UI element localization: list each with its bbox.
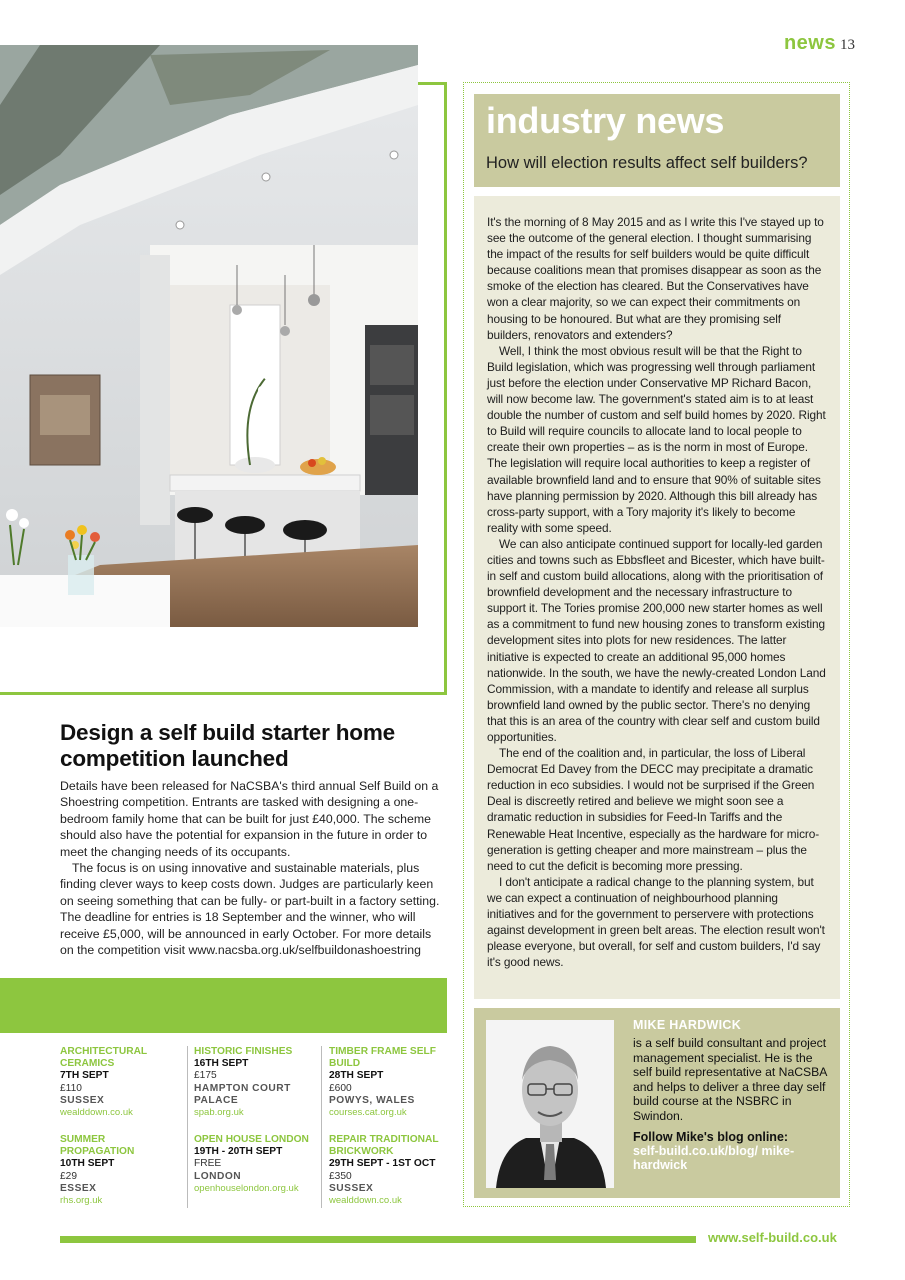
event-item <box>194 1134 314 1195</box>
event-title: OPEN HOUSE LONDON <box>194 1134 309 1145</box>
footer-url[interactable]: www.self-build.co.uk <box>708 1230 837 1245</box>
event-location: SUSSEX <box>60 1094 105 1106</box>
event-title: ARCHITECTURAL CERAMICS <box>60 1046 147 1070</box>
event-url[interactable]: wealddown.co.uk <box>60 1107 133 1119</box>
news-paragraph: I don't anticipate a radical change to the planning system, but we can expect a continuation of neighbourhood planning initiatives and for the government to perservere with protections against development in green belt areas. The election result won't please everyone, but overall, for self and custom builders, I'd say it's good news. <box>487 874 825 970</box>
events-listing <box>60 1046 446 1208</box>
column-divider <box>321 1046 322 1208</box>
author-photo <box>486 1020 614 1188</box>
section-label: news <box>783 32 836 54</box>
event-date: 7TH SEPT <box>60 1070 109 1082</box>
event-item <box>194 1046 314 1119</box>
kitchen-photo <box>0 45 418 627</box>
column-divider <box>187 1046 188 1208</box>
event-url[interactable]: courses.cat.org.uk <box>329 1107 407 1119</box>
page-header <box>784 32 855 55</box>
industry-news-body <box>474 196 840 999</box>
competition-title: Design a self build starter home competition launched <box>60 720 395 771</box>
competition-paragraph: The focus is on using innovative and sustainable materials, plus finding clever ways to keep costs down. Judges are particularly keen on seeing something that can be fully- or part-built in a factory setting. The deadline for entries is 18 September and the winner, who will receive £5,000, will be announced in early October. For more details on the competition visit www.nacsba.org.uk/selfbuildonashoestring <box>60 861 440 958</box>
news-paragraph: Well, I think the most obvious result will be that the Right to Build legislation, which was progressing well through parliament just before the election under Conservative MP Richard Bacon, will now become law. The government's stated aim is to at least double the number of custom and self build homes by 2020. Right to Build will require councils to allocate land to local people to create their own properties – as is the norm in most of Europe. The legislation will require local authorities to keep a register of available brownfield land and to ensure that 90% of suitable sites have planning permission by 2020. Although this bill already has cross-party support, with a Tory majority it's likely to become reality with some speed. <box>487 343 826 535</box>
event-price: £600 <box>329 1082 352 1094</box>
event-title: REPAIR TRADITIONAL BRICKWORK <box>329 1134 439 1158</box>
event-title: SUMMER PROPAGATION <box>60 1134 135 1158</box>
industry-news-title: industry news <box>486 100 725 141</box>
event-date: 28TH SEPT <box>329 1070 384 1082</box>
event-location: LONDON <box>194 1170 242 1182</box>
page-number: 13 <box>840 37 855 53</box>
event-location: POWYS, WALES <box>329 1094 415 1106</box>
event-title: HISTORIC FINISHES <box>194 1046 293 1057</box>
event-url[interactable]: spab.org.uk <box>194 1107 244 1119</box>
event-url[interactable]: openhouselondon.org.uk <box>194 1182 299 1194</box>
news-paragraph: It's the morning of 8 May 2015 and as I write this I've stayed up to see the outcome of the general election. I thought summarising the impact of the results for self builders would be quite difficult because coalitions mean that promises disappear as soon as the smoke of the election has cleared. But the Conservatives have won a clear majority, so we can expect their commitments on housing to be honoured. But what are they promising self builders, renovators and extenders? <box>487 215 824 342</box>
blog-link[interactable]: self-build.co.uk/blog/ mike-hardwick <box>633 1143 795 1172</box>
event-url[interactable]: wealddown.co.uk <box>329 1195 402 1207</box>
author-bio-text <box>633 1018 833 1172</box>
event-date: 16TH SEPT <box>194 1058 249 1070</box>
author-name: MIKE HARDWICK <box>633 1018 742 1032</box>
event-item <box>60 1134 180 1207</box>
event-price: FREE <box>194 1158 222 1170</box>
author-description: is a self build consultant and project management specialist. He is the self build representative at NaCSBA and helps to deliver a three day self build course at the NSBRC in Swindon. <box>633 1036 827 1123</box>
event-date: 19TH - 20TH SEPT <box>194 1146 283 1158</box>
author-bio <box>474 1008 840 1198</box>
industry-news-header <box>474 94 840 187</box>
event-title: TIMBER FRAME SELF BUILD <box>329 1046 436 1070</box>
green-band <box>0 978 447 1033</box>
event-date: 10TH SEPT <box>60 1158 115 1170</box>
competition-article <box>60 720 446 958</box>
event-item <box>329 1134 447 1207</box>
news-paragraph: We can also anticipate continued support for locally-led garden cities and towns such as Ebbsfleet and Bicester, which have built-in self and custom build allocations, along with the prioritisation of brownfield development and the necessary infrastructure to support it. The Tories promise 200,000 new starter homes as well as a commitment to fund new housing zones to transform existing development sites into plots for new residences. The latter initiative is expected to create an additional 95,000 homes nationwide. In the south, we have the newly-created London Land Commission, with a mandate to identify and release all surplus brownfield land owned by the public sector. There's no denying that this is an area of the country with clear self and custom build opportunities. <box>487 536 826 744</box>
blog-label: Follow Mike's blog online: <box>633 1129 789 1144</box>
event-price: £350 <box>329 1170 352 1182</box>
competition-paragraph: Details have been released for NaCSBA's third annual Self Build on a Shoestring competition. Entrants are tasked with designing a one-bedroom family home that can be built for just £40,000. The scheme should also have the potential for expansion in the future in order to meet the changing needs of its occupants. <box>60 779 439 859</box>
news-paragraph: The end of the coalition and, in particular, the loss of Liberal Democrat Ed Davey from the DECC may precipitate a dramatic reduction in eco subsidies. I would not be surprised if the Green Deal is discreetly retired and believe we might soon see a dramatic reduction in subsidies for Feed-In Tariffs and the Renewable Heat Incentive, especially as the hardware for micro-generation is getting cheaper and more mainstream – plus the need to cut the deficit is becoming more pressing. <box>487 746 820 873</box>
event-price: £175 <box>194 1070 217 1082</box>
footer-bar <box>60 1236 696 1243</box>
event-item <box>60 1046 180 1119</box>
event-url[interactable]: rhs.org.uk <box>60 1195 103 1207</box>
event-item <box>329 1046 449 1119</box>
event-price: £29 <box>60 1170 77 1182</box>
event-date: 29TH SEPT - 1ST OCT <box>329 1158 436 1170</box>
industry-news-subtitle: How will election results affect self builders? <box>486 154 808 172</box>
event-location: SUSSEX <box>329 1182 374 1194</box>
event-price: £110 <box>60 1082 82 1094</box>
event-location: ESSEX <box>60 1182 97 1194</box>
event-location: HAMPTON COURT PALACE <box>194 1082 291 1106</box>
